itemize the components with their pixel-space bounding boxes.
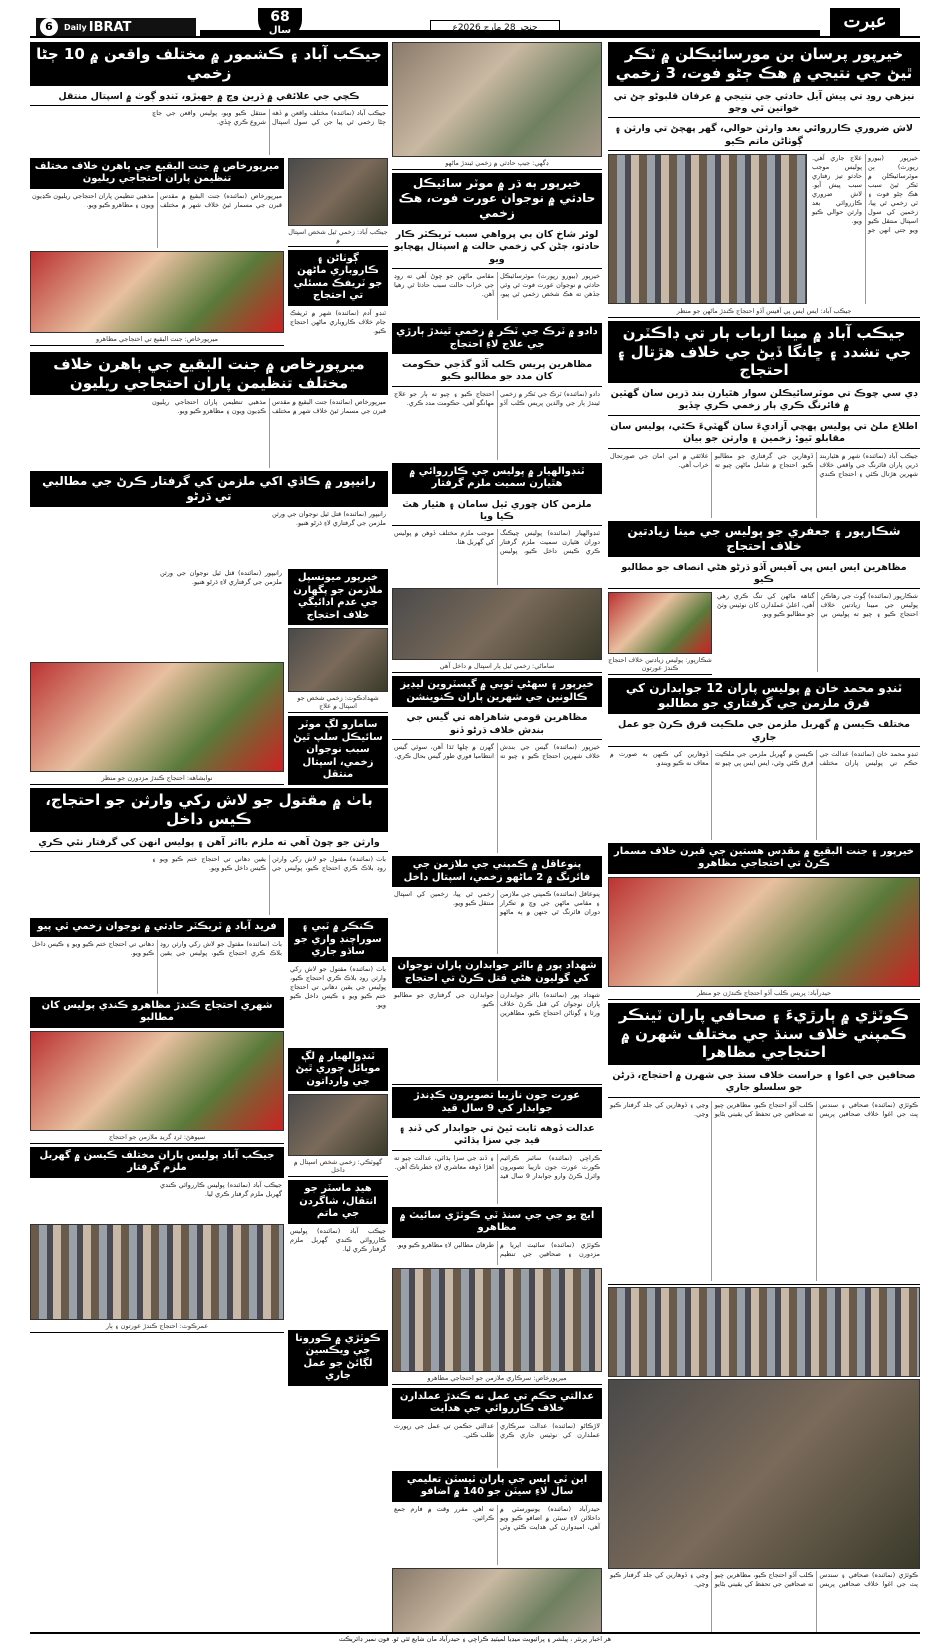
- news-photo: [392, 1268, 602, 1372]
- photo-caption: نوابشاهه: احتجاج ڪندڙ مزدورن جو منظر: [30, 774, 284, 785]
- subheadline: مظاهرين ايس ايس پي آفيس آڏو ڌرڻو هڻي انصاف جو مطالبو ڪيو: [608, 560, 920, 590]
- headline: خيرپور ۽ جنت البقيع ۾ مقدس هستين جي قبرن خلاف مسمار ڪرڻ تي احتجاجي مظاهرو: [608, 843, 920, 874]
- article-body: شڪارپور (نمائنده) ڳوٺ جي رهاڪن پوليس جي مبينا زيادتين خلاف احتجاج ڪيو ۽ چيو ته پوليس بي گناهه ماڻهن کي تنگ ڪري رهي آهي، اعليٰ عملدارن کان نوٽيس وٺڻ جو مطالبو ڪيو ويو.: [717, 592, 918, 619]
- page-number: 6: [40, 18, 58, 36]
- article-body: ميرپورخاص (نمائنده) جنت البقيع ۾ مقدس قبرن جي مسمار ٿيڻ خلاف شهر ۾ مختلف مذهبي تنظيمن پاران احتجاجي ريليون ڪڍيون ويون ۽ مظاهرو ڪيو ويو.: [152, 398, 386, 416]
- headline: هيڊ ماسٽر جو انتقال، شاگردن جي ماتم: [288, 1180, 388, 1224]
- article-body: ڪوٽڙي (نمائنده) صحافي ۽ سندس پٽ جي اغوا خلاف صحافين پريس ڪلب آڏو احتجاج ڪيو، مظاهرين چيو ته صحافين جي تحفظ کي يقيني بڻايو وڃي ۽ ڏوهارين کي جلد گرفتار ڪيو وڃي.: [610, 1570, 918, 1588]
- headline: جيڪب آباد پوليس پاران مختلف ڪيسن ۾ گهربل ملزم گرفتار: [30, 1147, 284, 1178]
- article-body: ٽنڊو محمد خان (نمائنده) عدالت جي حڪم تي پوليس پاران مختلف ڪيسن ۾ گهربل ملزمن جي ملڪيت قرق ڪئي وئي، ايس ايس پي چيو ته ڏوهارين کي ڪنهن به صورت ۾ معاف نه ڪيو ويندو.: [610, 749, 918, 767]
- headline: شهري احتجاج ڪندڙ مظاهرو ڪندي پوليس کان مطالبو: [30, 997, 284, 1028]
- headline: خيرپور ٻه ڌر ۾ موٽر سائيڪل حادثي ۾ نوجوان عورت فوت، هڪ زخمي: [392, 173, 602, 224]
- photo-caption: گهوٽڪي: زخمي شخص اسپتال ۾ داخل: [288, 1158, 388, 1177]
- article-body: باٺ (نمائنده) مقتول جو لاش رکي وارثن روڊ بلاڪ ڪري احتجاج ڪيو، پوليس جي يقين دهاني تي احتجاج ختم ڪيو ويو ۽ ڪيس داخل ڪيو ويو.: [32, 939, 282, 957]
- column-right: [608, 42, 920, 1632]
- photo-caption: عمرڪوٽ: احتجاج ڪندڙ عورتون ۽ ٻار: [30, 1322, 284, 1333]
- article-body: جيڪب آباد (نمائنده) پوليس ڪارروائي ڪندي گهربل ملزم گرفتار ڪري ليا.: [290, 1226, 386, 1253]
- photo-caption: جيڪب آباد: زخمي ٿيل شخص اسپتال ۾: [288, 228, 388, 247]
- headline: پنوعاقل ۾ ڪمپني جي ملازمن جي فائرنگ ۾ 2 ماڻهو زخمي، اسپتال داخل: [392, 856, 602, 887]
- headline: ٽنڊوالهيار ۾ لڳ موبائل چوري ٿيڻ جي وارداتون: [288, 1048, 388, 1092]
- photo-caption: ميرپورخاص: سرڪاري ملازمن جو احتجاجي مظاهرو: [392, 1374, 602, 1385]
- article-body: خيرپور (نمائنده) گيس جي بندش خلاف شهرين احتجاج ڪيو ۽ چيو ته گهرن ۾ چلها ٿڌا آهن، سوئي گيس انتظاميا فوري طور گيس بحال ڪري.: [394, 743, 600, 761]
- photo-caption: شڪارپور: پوليس زيادتين خلاف احتجاج ڪندڙ عورتون: [608, 656, 712, 675]
- headline: عدالتي حڪم تي عمل نه ڪندڙ عملدارن خلاف ڪارروائي جي هدايت: [392, 1388, 602, 1419]
- article-body: شهداد پور (نمائنده) بااثر جوابدارن پاران نوجوان کي قتل ڪرڻ خلاف ورثا ۽ ڳوٺاڻن احتجاج ڪيو، مظاهرين جوابدارن جي گرفتاري جو مطالبو ڪيو.: [394, 991, 600, 1018]
- headline: جيڪب آباد ۽ ڪشمور ۾ مختلف واقعن ۾ 10 ڄڻا زخمي: [30, 42, 388, 86]
- photo-caption: ساماڻي: زخمي ٿيل ٻار اسپتال ۾ داخل آهي: [392, 662, 602, 673]
- masthead: [30, 8, 920, 38]
- newspaper-page: [30, 8, 920, 1644]
- headline: خيرپور پرسان بن مورسائيڪلن ۾ ٽڪر ٿيڻ جي نتيجي ۾ هڪ ڄڻو فوت، 3 زخمي: [608, 42, 920, 86]
- subheadline: وارثن جو چوڻ آهي ته ملزم بااثر آهن ۽ پوليس انهن کي گرفتار نٿي ڪري: [30, 835, 388, 852]
- news-photo: [608, 877, 920, 987]
- news-photo: [392, 1568, 602, 1632]
- headline: خيرپور ميونسپل ملازمن جو پگهارن جي عدم ادائيگي خلاف احتجاج: [288, 569, 388, 625]
- paper-logo: عبرت: [830, 8, 900, 36]
- subheadline: مظاهرين پريس ڪلب آڏو گڏجي حڪومت کان مدد جو مطالبو ڪيو: [392, 357, 602, 387]
- headline: باٺ ۾ مقتول جو لاش رکي وارثن جو احتجاج، ڪيس داخل: [30, 788, 388, 832]
- divider: [608, 1284, 920, 1285]
- article-body: ٽنڊو آدم (نمائنده) شهر ۾ ٽريفڪ جام خلاف ڪاروباري ماڻهن احتجاج ڪيو.: [290, 308, 386, 335]
- photo-caption: شهدادڪوٽ: زخمي شخص جو اسپتال ۾ علاج: [288, 694, 388, 713]
- headline: ميرپورخاص ۾ جنت البقيع جي ٻاهرن خلاف مختلف تنظيمن پاران احتجاجي ريليون: [30, 352, 388, 396]
- headline: ڪوٽڙي ۾ ڪورونا جي ويڪسين لڳائڻ جو عمل جاري: [288, 1330, 388, 1386]
- headline: عورت جون نازيبا تصويرون ڪڍندڙ جوابدار کي 9 سال قيد: [392, 1087, 602, 1118]
- column-middle: [392, 42, 602, 1632]
- news-photo: [608, 154, 807, 304]
- article-body: خيرپور (بيورو رپورٽ) ٻن موٽرسائيڪلن ۾ ٽڪر ٿيڻ سبب هڪ ڄڻو فوت ۽ ٽي زخمي ٿي پيا، زخمين کي سول اسپتال منتقل ڪيو ويو جتي انهن جو علاج جاري آهي. پوليس موجب حادثو تيز رفتاري سبب پيش آيو. لاش ضروري ڪارروائي بعد وارثن حوالي ڪيو ويو.: [812, 153, 918, 234]
- photo-caption: ڊگهي: جيپ حادثي ۾ زخمي ٿيندڙ ماڻهو: [392, 159, 602, 170]
- headline: سامارو لڳ موٽر سائيڪل سلپ ٿيڻ سبب نوجوان زخمي، اسپتال منتقل: [288, 716, 388, 785]
- subheadline: لاش ضروري ڪارروائي بعد وارثن حوالي، گهر پهچڻ تي وارثن ۽ ڳوٺاڻن ماتم ڪيو: [608, 121, 920, 151]
- news-photo: [608, 592, 712, 654]
- article-body: جيڪب آباد (نمائنده) شهر ۾ هٿياربند ڌرين پاران فائرنگ جي واقعي خلاف شهرين هڙتال ڪئي ۽ احتجاج ڪندي ڏوهارين جي گرفتاري جو مطالبو ڪيو. احتجاج ۾ شامل ماڻهن چيو ته علائقي ۾ امن امان جي صورتحال خراب آهي.: [610, 451, 918, 478]
- article-body: پنوعاقل (نمائنده) ڪمپني جي ملازمن ۽ مقامي ماڻهن جي وچ ۾ تڪرار دوران فائرنگ ٿي جنهن ۾ ٻه ماڻهو زخمي ٿي پيا، زخمين کي اسپتال منتقل ڪيو ويو.: [394, 890, 600, 917]
- headline: فريد آباد ۾ ٽريڪٽر حادثي ۾ نوجوان زخمي ٿي پيو: [30, 918, 284, 937]
- article-body: ڪراچي (نمائنده) سائبر ڪرائيم ڪورٽ عورت جون نازيبا تصويرون وائرل ڪرڻ وارو جوابدار 9 سال قيد ۽ ڏنڊ جي سزا ٻڌائي، عدالت چيو ته اهڙا ڏوهه معاشري لاءِ خطرناڪ آهن.: [394, 1153, 600, 1180]
- issue-date: ڇنڇر 28 مارچ 2026ع: [430, 20, 560, 36]
- headline: اين ٽي ايس جي پاران ٽيسٽن تعليمي سال لاءِ سيٽن جو 140 ۾ اضافو: [392, 1471, 602, 1502]
- article-body: دادو (نمائنده) ٽرڪ جي ٽڪر ۾ زخمي ٿيندڙ ٻار جي والدين پريس ڪلب آڏو احتجاج ڪيو ۽ چيو ته ٻار جو علاج مهانگو آهي، حڪومت مدد ڪري.: [394, 389, 600, 407]
- page-footer: هر اخبار پرنٽر ، پبلشر ۽ پرائيويٽ ميڊيا لميٽيڊ ڪراچي ۽ حيدرآباد مان شايع ٿئي ٿو. فون نمبر ڊائريڪٽ: [30, 1632, 920, 1644]
- photo-caption: ميرپورخاص: جنت البقيع تي احتجاجي مظاهرو: [30, 335, 284, 346]
- daily-label: Daily: [64, 22, 87, 32]
- years-badge: [258, 8, 302, 38]
- article-body: حيدرآباد (نمائنده) يونيورسٽي ۾ داخلائن لاءِ سيٽن ۾ اضافو ڪيو ويو آهي، اميدوارن کي هدايت ڪئي وئي ته اهي مقرر وقت ۾ فارم جمع ڪرائين.: [394, 1504, 600, 1531]
- article-body: ميرپورخاص (نمائنده) جنت البقيع ۾ مقدس قبرن جي مسمار ٿيڻ خلاف شهر ۾ مختلف مذهبي تنظيمن پاران احتجاجي ريليون ڪڍيون ويون ۽ مظاهرو ڪيو ويو.: [32, 191, 282, 209]
- subheadline: مظاهرين قومي شاهراهه تي گيس جي بندش خلاف ڌرڻو ڏنو: [392, 710, 602, 740]
- subheadline: ڊي سي چوڪ تي موٽرسائيڪلن سوار هٿيارن بند ڌرين سان گهٽين ۾ فائرنگ ڪري ٻار زخمي ڪري ڇڏيو: [608, 386, 920, 416]
- subheadline: صحافين جي اغوا ۽ حراست خلاف سنڌ جي شهرن ۾ احتجاج، ڌرڻن جو سلسلو جاري: [608, 1068, 920, 1098]
- article-body: رانيپور (نمائنده) قتل ٿيل نوجوان جي ورثن ملزمن جي گرفتاري لاءِ ڌرڻو هنيو.: [160, 569, 282, 587]
- news-photo: [30, 662, 284, 772]
- news-photo: [30, 251, 284, 333]
- news-photo: [392, 588, 602, 660]
- article-body: باٺ (نمائنده) مقتول جو لاش رکي وارثن روڊ بلاڪ ڪري احتجاج ڪيو، پوليس جي يقين دهاني تي احتجاج ختم ڪيو ويو ۽ ڪيس داخل ڪيو ويو.: [290, 964, 386, 1009]
- article-body: رانيپور (نمائنده) قتل ٿيل نوجوان جي ورثن ملزمن جي گرفتاري لاءِ ڌرڻو هنيو.: [272, 510, 386, 528]
- paper-name-latin: IBRAT: [88, 19, 132, 35]
- subheadline: اطلاع ملڻ تي پوليس پهچي آزاديءَ سان گهٽيءَ ڪئي، پوليس سان مقابلو ٿيو: زخمين ۽ وارثن جو بيان: [608, 419, 920, 449]
- headline: جيڪب آباد ۾ مينا ارباب ٻار تي ڊاڪٽرن جي تشدد ۽ ڇانگا ڏيڻ جي خلاف هڙتال ۽ احتجاج: [608, 321, 920, 383]
- article-body: باٺ (نمائنده) مقتول جو لاش رکي وارثن روڊ بلاڪ ڪري احتجاج ڪيو، پوليس جي يقين دهاني تي احتجاج ختم ڪيو ويو ۽ ڪيس داخل ڪيو ويو.: [152, 855, 386, 873]
- headline: رانيپور ۾ ڪاڏي اکي ملزمن کي گرفتار ڪرڻ جي مطالبي تي ڌرڻو: [30, 471, 388, 507]
- article-body: خيرپور (بيورو رپورٽ) موٽرسائيڪل حادثي ۾ نوجوان عورت فوت ٿي وئي جڏهن ته هڪ شخص زخمي ٿي پيو، مقامي ماڻهن جو چوڻ آهي ته روڊ جي خراب حالت سبب حادثا ٿي رهيا آهن.: [394, 272, 600, 299]
- subheadline: ملزمن کان چوري ٿيل سامان ۽ هٿيار هٿ ڪيا ويا: [392, 497, 602, 527]
- photo-caption: حيدرآباد: پريس ڪلب آڏو احتجاج ڪندڙن جو منظر: [608, 989, 920, 1000]
- column-left: [30, 42, 388, 1632]
- page-number-bar: [36, 18, 196, 36]
- article-body: لاڙڪاڻو (نمائنده) عدالت سرڪاري عملدارن کي نوٽيس جاري ڪري عدالتي حڪمن تي عمل جي رپورٽ طلب ڪئي.: [394, 1421, 600, 1439]
- years-label: سال: [268, 25, 292, 36]
- subheadline: عدالت ڏوهه ثابت ٿيڻ تي جوابدار کي ڏنڊ ۽ قيد جي سزا ٻڌائي: [392, 1121, 602, 1151]
- photo-caption: جيڪب آباد: ايس ايس پي آفيس آڏو احتجاج ڪندڙ ماڻهن جو منظر: [608, 307, 920, 318]
- subheadline: لوئر شاخ کان بي پرواهي سبب ٽريڪٽر ڪار حادثو، ڄڻن کي زخمي حالت ۾ اسپتال پهچايو ويو: [392, 227, 602, 269]
- article-body: جيڪب آباد (نمائنده) مختلف واقعن ۾ ڏهه ڄڻا زخمي ٿي پيا جن کي سول اسپتال منتقل ڪيو ويو، پوليس واقعن جي جاچ شروع ڪري ڇڏي.: [152, 108, 386, 126]
- article-body: ڪوٽڙي (نمائنده) سائيٽ ايريا ۾ مزدورن ۽ صحافين جي تنظيم طرفان مطالبن لاءِ مظاهرو ڪيو ويو.: [396, 1240, 600, 1258]
- headline: خيرپور ۽ سهڻي ٽوبي ۾ گيسٽروين ليڊيز ڪالونين جي شهرين پاران ڪنوينشن: [392, 676, 602, 707]
- headline: دادو ۾ ٽرڪ جي ٽڪر ۾ زخمي ٿيندڙ ٻارڙي جي علاج لاءِ احتجاج: [392, 323, 602, 354]
- article-body: جيڪب آباد (نمائنده) پوليس ڪارروائي ڪندي گهربل ملزم گرفتار ڪري ليا.: [160, 1180, 282, 1198]
- article-body: ٽنڊوالهيار (نمائنده) پوليس چيڪنگ دوران هٿيارن سميت ملزم گرفتار ڪري ڪيس داخل ڪيو، پوليس موجب ملزم مختلف ڏوهن ۾ پوليس کي گهربل هئا.: [394, 529, 600, 556]
- headline: ٽنڊو محمد خان ۾ پوليس پاران 12 جوابدارن کي قرق ملزمن جي گرفتاري جو مطالبو: [608, 678, 920, 714]
- news-photo: [288, 628, 388, 692]
- headline: ميرپورخاص ۾ جنت البقيع جي ٻاهرن خلاف مختلف تنظيمن پاران احتجاجي ريليون: [30, 158, 284, 189]
- news-photo: [608, 1287, 920, 1377]
- news-photo: [608, 1379, 920, 1569]
- headline: شهداد پور ۾ بااثر جوابدارن پاران نوجوان کي گوليون هڻي قتل ڪرڻ تي احتجاج: [392, 957, 602, 988]
- article-body: ڪوٽڙي (نمائنده) صحافي ۽ سندس پٽ جي اغوا خلاف صحافين پريس ڪلب آڏو احتجاج ڪيو، مظاهرين چيو ته صحافين جي تحفظ کي يقيني بڻايو وڃي ۽ ڏوهارين کي جلد گرفتار ڪيو وڃي.: [610, 1100, 918, 1118]
- headline: ايچ يو جي جي سنڌ ٽي ڪوٽڙي سائيٽ ۾ مظاهرو: [392, 1207, 602, 1238]
- news-photo: [288, 158, 388, 226]
- divider: [392, 1084, 602, 1085]
- headline: ڳوٺاڻن ۽ ڪاروباري ماڻهن جو ٽريفڪ مسئلي تي احتجاج: [288, 250, 388, 306]
- news-photo: [288, 1094, 388, 1156]
- headline: ڪنڪر ۾ ٽبي ۽ سوراچنڊ واري جو ساڌو جاري: [288, 918, 388, 962]
- subheadline: مختلف ڪيسن ۾ گهربل ملزمن جي ملڪيت قرق ڪرڻ جو عمل جاري: [608, 717, 920, 747]
- news-photo: [30, 1224, 284, 1320]
- news-photo: [392, 42, 602, 157]
- headline: شڪارپور ۽ جعفري جو پوليس جي مينا زيادتين خلاف احتجاج: [608, 521, 920, 557]
- headline: ٽنڊوالهيار ۾ پوليس جي ڪارروائي ۾ هٿيارن سميت ملزم گرفتار: [392, 463, 602, 494]
- news-photo: [30, 1031, 284, 1131]
- subheadline: ڪچي جي علائقي ۾ ڌرين وچ ۾ جهيڙو، ٽنڊو ڳوٺ ۾ اسپتال منتقل: [30, 89, 388, 106]
- headline: ڪوٽڙي ۾ ٻارڙيءَ ۽ صحافي پاران ٽينڪر ڪمپني خلاف سنڌ جي مختلف شهرن ۾ احتجاجي مظاهرا: [608, 1003, 920, 1065]
- years-number: 68: [270, 9, 290, 25]
- photo-caption: سيوهڻ: ٿرڊ گريڊ ملازمن جو احتجاج: [30, 1133, 284, 1144]
- subheadline: نيزهي روڊ تي پيش آيل حادثي جي نتيجي ۾ عرفان قلبوڻو ڄڻ تي خواتين ٿي وڃو: [608, 89, 920, 119]
